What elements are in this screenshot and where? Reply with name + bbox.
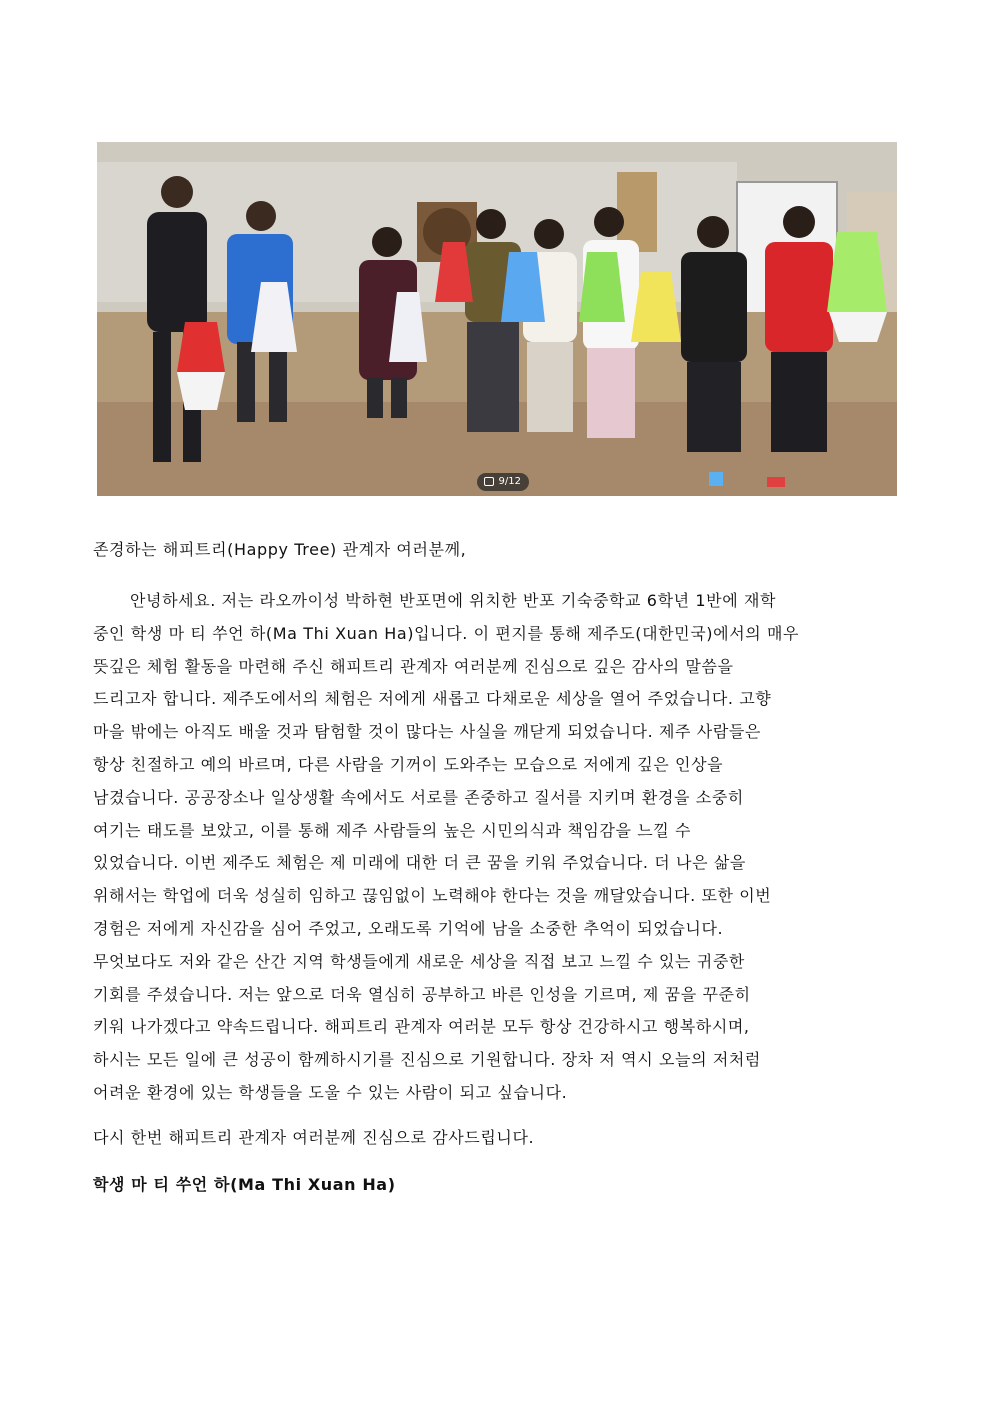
body-line: 무엇보다도 저와 같은 산간 지역 학생들에게 새로운 세상을 직접 보고 느낄 수 있는 귀중한 xyxy=(93,951,745,971)
body-line: 기회를 주셨습니다. 저는 앞으로 더욱 열심히 공부하고 바른 인성을 기르며, 제 꿈을 꾸준히 xyxy=(93,984,751,1004)
body-line: 드리고자 합니다. 제주도에서의 체험은 저에게 새롭고 다채로운 세상을 열어 주었습니다. 고향 xyxy=(93,689,772,709)
body-line: 남겼습니다. 공공장소나 일상생활 속에서도 서로를 존중하고 질서를 지키며 환경을 소중히 xyxy=(93,787,744,807)
body-line: 있었습니다. 이번 제주도 체험은 제 미래에 대한 더 큰 꿈을 키워 주었습니다. 더 나은 삶을 xyxy=(93,853,746,873)
body-line: 위해서는 학업에 더욱 성실히 임하고 끊임없이 노력해야 한다는 것을 깨달았습니다. 또한 이번 xyxy=(93,886,772,906)
body-line: 뜻깊은 체험 활동을 마련해 주신 해피트리 관계자 여러분께 진심으로 깊은 감사의 말씀을 xyxy=(93,656,734,676)
body-line: 안녕하세요. 저는 라오까이성 박하현 반포면에 위치한 반포 기숙중학교 6학년 1반에 재학 xyxy=(130,591,777,610)
letter-thanks: 다시 한번 해피트리 관계자 여러분께 진심으로 감사드립니다. xyxy=(93,1128,535,1147)
body-line: 중인 학생 마 티 쑤언 하(Ma Thi Xuan Ha)입니다. 이 편지를 통해 제주도(대한민국)에서의 매우 xyxy=(93,623,800,643)
gallery-icon xyxy=(484,477,494,486)
image-counter-text: 9/12 xyxy=(498,476,521,487)
body-line: 마을 밖에는 아직도 배울 것과 탐험할 것이 많다는 사실을 깨닫게 되었습니다. 제주 사람들은 xyxy=(93,722,761,742)
body-line: 어려운 환경에 있는 학생들을 도울 수 있는 사람이 되고 싶습니다. xyxy=(93,1082,568,1102)
image-counter-badge xyxy=(477,473,529,491)
body-line: 경험은 저에게 자신감을 심어 주었고, 오래도록 기억에 남을 소중한 추억이 되었습니다. xyxy=(93,918,724,938)
body-line: 여기는 태도를 보았고, 이를 통해 제주 사람들의 높은 시민의식과 책임감을 느낄 수 xyxy=(93,820,692,840)
body-line: 키워 나가겠다고 약속드립니다. 해피트리 관계자 여러분 모두 항상 건강하시고 행복하시며, xyxy=(93,1017,750,1037)
letter-signature: 학생 마 티 쑤언 하(Ma Thi Xuan Ha) xyxy=(93,1175,396,1194)
letter-greeting: 존경하는 해피트리(Happy Tree) 관계자 여러분께, xyxy=(93,540,467,559)
photo-scene xyxy=(97,142,897,496)
group-photo xyxy=(97,142,897,496)
body-line: 항상 친절하고 예의 바르며, 다른 사람을 기꺼이 도와주는 모습으로 저에게 깊은 인상을 xyxy=(93,754,724,774)
body-line: 하시는 모든 일에 큰 성공이 함께하시기를 진심으로 기원합니다. 장차 저 역시 오늘의 저처럼 xyxy=(93,1050,761,1070)
letter-body xyxy=(93,585,903,1110)
